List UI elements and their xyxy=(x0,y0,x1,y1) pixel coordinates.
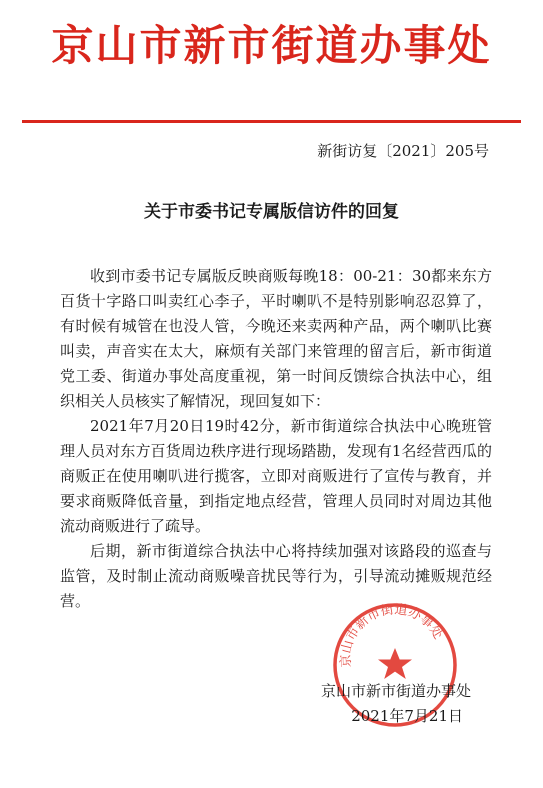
body-paragraph: 收到市委书记专属版反映商贩每晚18：00-21：30都来东方百货十字路口叫卖红心李子，平时喇叭不是特别影响忍忍算了，有时候有城管在也没人管，今晚还来卖两种产品，两个喇叭比赛叫卖，声音实在太大，麻烦有关部门来管理的留言后，新市街道党工委、街道办事处高度重视，第一时间反馈综合执法中心，组织相关人员核实了解情况，现回复如下： xyxy=(60,267,492,410)
letter-title: 关于市委书记专属版信访件的回复 xyxy=(144,202,399,222)
red-divider-line xyxy=(22,120,521,123)
body-paragraph: 后期，新市街道综合执法中心将持续加强对该路段的巡查与监管，及时制止流动商贩噪音扰民等行为，引导流动摊贩规范经营。 xyxy=(60,542,492,610)
seal-star-icon xyxy=(378,648,412,679)
signature-date: 2021年7月21日 xyxy=(351,707,463,725)
seal-text: 京山市新市街道办事处 xyxy=(338,602,446,668)
document-number: 新街访复〔2021〕205号 xyxy=(317,142,489,160)
letter-body xyxy=(60,264,492,614)
issuing-org-title: 京山市新市街道办事处 xyxy=(51,21,492,70)
body-paragraph: 2021年7月20日19时42分，新市街道综合执法中心晚班管理人员对东方百货周边秩序进行现场踏勘，发现有1名经营西瓜的商贩正在使用喇叭进行揽客，立即对商贩进行了宣传与教育，并要求商贩降低音量，到指定地点经营，管理人员同时对周边其他流动商贩进行了疏导。 xyxy=(60,417,492,535)
signature-org: 京山市新市街道办事处 xyxy=(320,682,471,700)
